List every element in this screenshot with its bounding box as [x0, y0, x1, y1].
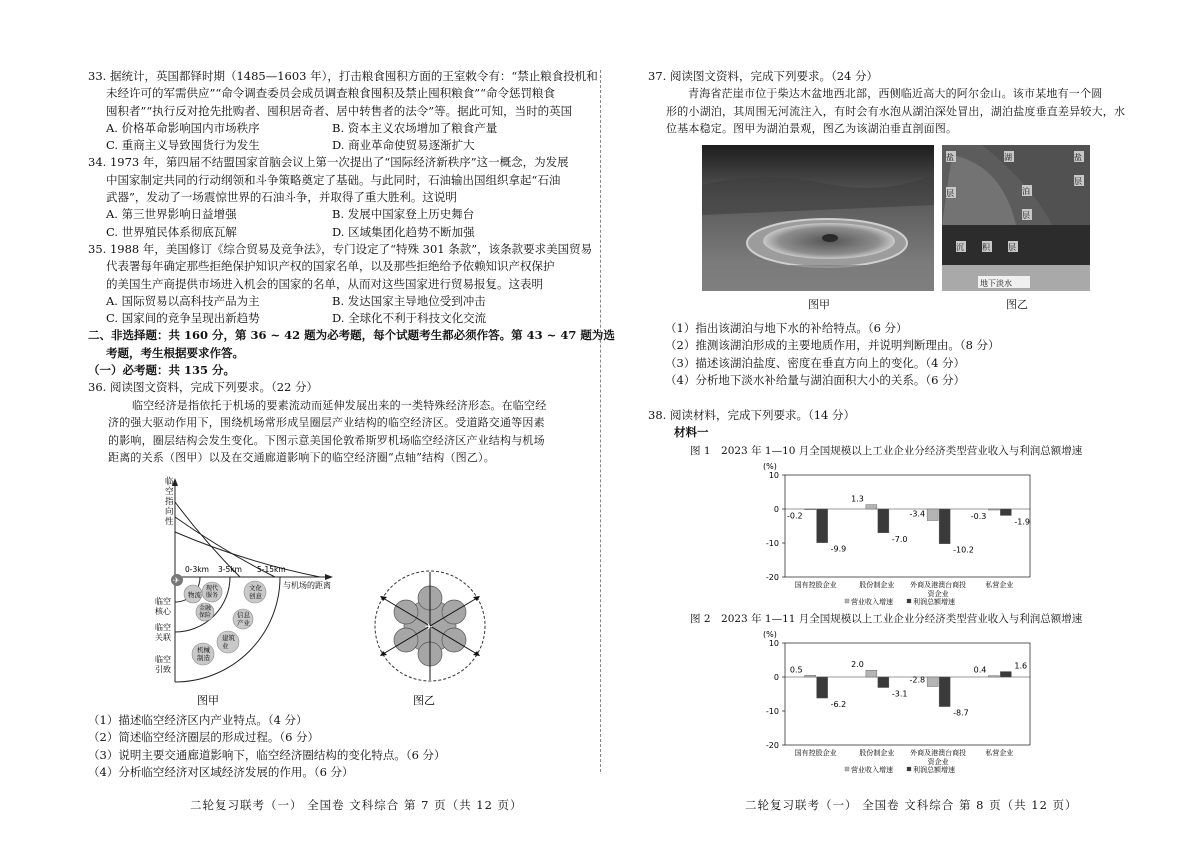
- legend-label: 营业收入增速: [851, 598, 893, 606]
- fig1-xlabel: 与机场的距离: [283, 581, 331, 590]
- section-label: 湖: [1004, 153, 1012, 162]
- q38-block: [648, 407, 855, 442]
- q34-line: 34. 1973 年，第四届不结盟国家首脑会议上第一次提出了“国际经济新秩序”这一概念，为发展: [88, 155, 569, 170]
- q35-line: 的美国生产商提供市场进入机会的国家的名单，从而对这些国家进行贸易报复。这表明: [106, 276, 543, 291]
- circle-label: 文化创意: [249, 584, 262, 600]
- fig1-dist-label: 5-15km: [257, 565, 286, 574]
- bar-profit: [817, 677, 828, 698]
- question-33: [88, 68, 598, 154]
- legend-label: 营业收入增速: [851, 766, 893, 774]
- bar-revenue: [988, 509, 999, 510]
- category-label-cont: 资企业: [927, 590, 949, 598]
- bar-revenue: [927, 509, 938, 521]
- chart-2: [750, 626, 1050, 776]
- q37-para-line: 位基本稳定。图甲为湖泊景观，图乙为该湖泊垂直剖面图。: [666, 122, 958, 136]
- bar-value-label: 1.6: [1014, 661, 1028, 671]
- circle-label: 物流: [188, 591, 201, 599]
- figure-jia-airport-economy: [145, 472, 345, 707]
- q35-option-c: C. 国家间的竞争呈现出新趋势: [106, 311, 260, 326]
- bar-value-label: -3.1: [891, 689, 908, 699]
- column-divider: [600, 70, 601, 772]
- section-label: 层: [946, 189, 954, 198]
- bar-profit: [939, 677, 950, 707]
- q34-option-b: B. 发展中国家登上历史舞台: [332, 207, 475, 222]
- bar-value-label: 0.4: [973, 665, 987, 675]
- fig2-caption: 图乙: [413, 694, 435, 707]
- legend-swatch: [845, 767, 849, 771]
- q33-line: 囤积者”“执行反对抢先批购者、囤积居奇者、居中转售者的法令”等。据此可知，当时的英国: [106, 103, 573, 118]
- section-label: 层: [1074, 177, 1082, 186]
- q37-para-line: 形的小湖泊，其周围无河流注入，有时会有水泡从湖泊深处冒出，湖泊盐度垂直差异较大，水: [666, 104, 1126, 118]
- fig1-ylabel: 临空指向性: [165, 477, 174, 527]
- circle-label: 金融保险: [199, 605, 212, 619]
- q37-ask: （1）指出该湖泊与地下水的补给特点。（6 分）: [665, 321, 908, 335]
- q33-option-b: B. 资本主义农场增加了粮食产量: [332, 120, 498, 135]
- y-tick-label: 0: [773, 505, 779, 514]
- photo-caption-jia: 图甲: [808, 298, 830, 311]
- lake-photo: [702, 145, 934, 291]
- bar-value-label: -0.2: [787, 511, 803, 521]
- q36-ask: （3）说明主要交通廊道影响下，临空经济圈结构的变化特点。（6 分）: [88, 747, 446, 762]
- bar-value-label: -9.9: [830, 544, 847, 554]
- bar-revenue: [805, 509, 816, 510]
- y-tick-label: 10: [768, 639, 779, 648]
- circle-label: 机械制造: [197, 646, 210, 662]
- bar-profit: [1000, 672, 1011, 677]
- bar-profit: [1000, 509, 1011, 515]
- circle-label: 现代服务: [206, 585, 219, 599]
- fig1-zone-related: 临空关联: [155, 623, 171, 642]
- q35-option-b: B. 发达国家主导地位受到冲击: [332, 293, 486, 308]
- section-label: 沉: [956, 243, 964, 252]
- q38-heading: 38. 阅读材料，完成下列要求。（14 分）: [648, 408, 855, 422]
- svg-text:✈: ✈: [173, 576, 180, 585]
- q37-heading: 37. 阅读图文资料，完成下列要求。（24 分）: [648, 69, 878, 83]
- q36-ask: （2）简述临空经济圈层的形成过程。（6 分）: [88, 730, 320, 745]
- category-label: 私营企业: [985, 581, 1014, 589]
- chart-1: [750, 458, 1050, 608]
- q36-ask: （1）描述临空经济区内产业特点。（4 分）: [88, 713, 308, 727]
- figure-yi-point-axis: [365, 570, 505, 708]
- category-label: 国有控股企业: [794, 749, 837, 757]
- section-label: 层: [1008, 243, 1016, 252]
- chart-unit-label: (%): [763, 630, 777, 639]
- bar-value-label: -0.3: [970, 512, 987, 522]
- photo-caption-yi: 图乙: [1006, 298, 1028, 311]
- y-tick-label: -20: [765, 573, 779, 582]
- bar-value-label: -1.9: [1014, 517, 1030, 527]
- bar-value-label: -2.8: [909, 675, 926, 685]
- q33-option-a: A. 价格革命影响国内市场秩序: [106, 120, 260, 135]
- bar-profit: [878, 509, 889, 533]
- fig1-dist-label: 3-5km: [218, 565, 242, 574]
- footer-left: 二轮复习联考（一） 全国卷 文科综合 第 7 页（共 12 页）: [190, 798, 523, 812]
- q37-ask: （4）分析地下淡水补给量与湖泊面积大小的关系。（6 分）: [665, 372, 966, 387]
- q34-line: 中国家制定共同的行动纲领和斗争策略奠定了基础。与此同时，石油输出国组织拿起“石油: [106, 172, 561, 187]
- section-label: 盐: [1074, 153, 1082, 162]
- bar-revenue: [927, 677, 938, 687]
- q36-asks: [88, 712, 558, 781]
- fig1-zone-induced: 临空引致: [155, 655, 171, 674]
- bar-revenue: [805, 675, 816, 677]
- q34-option-c: C. 世界殖民体系彻底瓦解: [106, 224, 237, 239]
- fig1-caption: 图甲: [197, 694, 219, 707]
- q34-line: 武器”，发动了一场震惊世界的石油斗争，并取得了重大胜利。这说明: [106, 190, 457, 205]
- category-label: 国有控股企业: [794, 581, 837, 589]
- q36-para-line: 的影响，圈层结构会发生变化。下图示意美国伦敦希斯罗机场临空经济区产业结构与机场: [108, 433, 545, 447]
- material-1-label: 材料一: [674, 425, 709, 440]
- q33-option-c: C. 重商主义导致囤货行为发生: [106, 138, 260, 153]
- y-tick-label: 10: [768, 471, 779, 480]
- lake-cross-section: [942, 145, 1090, 291]
- q33-option-d: D. 商业革命使贸易逐渐扩大: [332, 138, 475, 153]
- bar-value-label: -10.2: [953, 545, 974, 555]
- category-label: 股份制企业: [859, 581, 895, 589]
- category-label: 私营企业: [985, 749, 1014, 757]
- category-label-cont: 资企业: [927, 758, 949, 766]
- bar-value-label: -8.7: [953, 708, 969, 718]
- bar-revenue: [866, 505, 877, 509]
- y-tick-label: -20: [765, 741, 779, 750]
- section-label: 盐: [946, 153, 954, 162]
- category-label: 外商及港澳台商投: [910, 581, 967, 589]
- q36-heading: 36. 阅读图文资料，完成下列要求。（22 分）: [88, 380, 318, 395]
- q37-asks: [665, 320, 1115, 389]
- bar-value-label: 1.3: [851, 494, 864, 504]
- q36-para-line: 临空经济是指依托于机场的要素流动而延伸发展出来的一类特殊经济形态。在临空经: [132, 398, 547, 412]
- section-label: 地下淡水: [980, 279, 1012, 288]
- section-2-heading-cont: 考题，考生根据要求作答。: [106, 345, 244, 360]
- y-tick-label: -10: [765, 707, 779, 716]
- y-tick-label: 0: [773, 673, 779, 682]
- q35-line: 代表署每年确定那些拒绝保护知识产权的国家名单，以及那些拒绝给予依赖知识产权保护: [106, 259, 555, 274]
- bar-profit: [939, 509, 950, 544]
- category-label: 外商及港澳台商投: [910, 749, 967, 757]
- footer-right: 二轮复习联考（一） 全国卷 文科综合 第 8 页（共 12 页）: [745, 798, 1078, 812]
- fig1-zone-core: 临空核心: [155, 597, 171, 616]
- bar-profit: [878, 677, 889, 688]
- q35-line: 35. 1988 年，美国修订《综合贸易及竞争法》，专门设定了“特殊 301 条款”，该条款要求美国贸易: [88, 241, 593, 256]
- q37-ask: （2）推测该湖泊形成的主要地质作用，并说明判断理由。（8 分）: [665, 338, 1000, 353]
- q37-para-line: 青海省茫崖市位于柴达木盆地西北部，西侧临近高大的阿尔金山。该市某地有一个圆: [688, 87, 1103, 101]
- legend-swatch: [845, 599, 849, 603]
- q36-para-line: 济的强大驱动作用下，围绕机场常形成呈圈层产业结构的临空经济区。受道路交通等因素: [108, 416, 545, 430]
- section-label: 层: [1022, 211, 1030, 220]
- bar-value-label: -7.0: [891, 534, 908, 544]
- bar-value-label: 2.0: [851, 660, 864, 670]
- q34-option-a: A. 第三世界影响日益增强: [106, 207, 237, 222]
- q33-line: 未经许可的军需供应”“命令调查委员会成员调查粮食囤积及禁止囤积粮食”“命令惩罚粮食: [106, 86, 556, 101]
- q36-para-line: 距离的关系（图甲）以及在交通廊道影响下的临空经济圈“点轴”结构（图乙）。: [108, 451, 495, 465]
- q35-option-a: A. 国际贸易以高科技产品为主: [106, 293, 260, 308]
- question-34: [88, 154, 569, 240]
- legend-swatch: [907, 767, 911, 771]
- y-tick-label: -10: [765, 539, 779, 548]
- bar-value-label: -6.2: [830, 700, 847, 710]
- chart1-title: 图 1 2023 年 1—10 月全国规模以上工业企业分经济类型营业收入与利润总额增速: [690, 445, 1083, 457]
- section-2-subheading: （一）必考题：共 135 分。: [88, 363, 236, 378]
- right-column: [648, 68, 1126, 138]
- bar-revenue: [988, 676, 999, 677]
- circle-label: 建筑业: [222, 634, 235, 650]
- circle-label: 信息产业: [237, 611, 250, 627]
- section-label: 泊: [1022, 187, 1030, 196]
- section-label: 积: [982, 243, 990, 252]
- left-column: [88, 68, 615, 467]
- legend-swatch: [907, 599, 911, 603]
- legend-label: 利润总额增速: [913, 598, 955, 606]
- q33-line: 33. 据统计，英国都铎时期（1485—1603 年），打击粮食囤积方面的王室敕令有：“禁止粮食投机和: [88, 69, 598, 83]
- q36-ask: （4）分析临空经济对区域经济发展的作用。（6 分）: [88, 764, 354, 779]
- bar-value-label: -3.4: [909, 509, 926, 519]
- legend-label: 利润总额增速: [913, 766, 955, 774]
- chart2-title: 图 2 2023 年 1—11 月全国规模以上工业企业分经济类型营业收入与利润总额增速: [690, 613, 1083, 625]
- bar-value-label: 0.5: [789, 665, 803, 675]
- q35-option-d: D. 全球化不利于科技文化交流: [332, 311, 487, 326]
- question-35: [88, 241, 593, 327]
- q37-ask: （3）描述该湖泊盐度、密度在垂直方向上的变化。（4 分）: [665, 355, 966, 370]
- bar-revenue: [866, 670, 877, 677]
- airport-plane-icon: ✈: [425, 623, 433, 633]
- fig1-dist-label: 0-3km: [185, 565, 209, 574]
- q34-option-d: D. 区域集团化趋势不断加强: [332, 224, 475, 239]
- section-2-heading: 二、非选择题：共 160 分，第 36 ~ 42 题为必考题，每个试题考生都必须作答。第 43 ~ 47 题为选: [88, 328, 615, 343]
- category-label: 股份制企业: [859, 749, 895, 757]
- bar-profit: [817, 509, 828, 543]
- chart-unit-label: (%): [763, 462, 777, 471]
